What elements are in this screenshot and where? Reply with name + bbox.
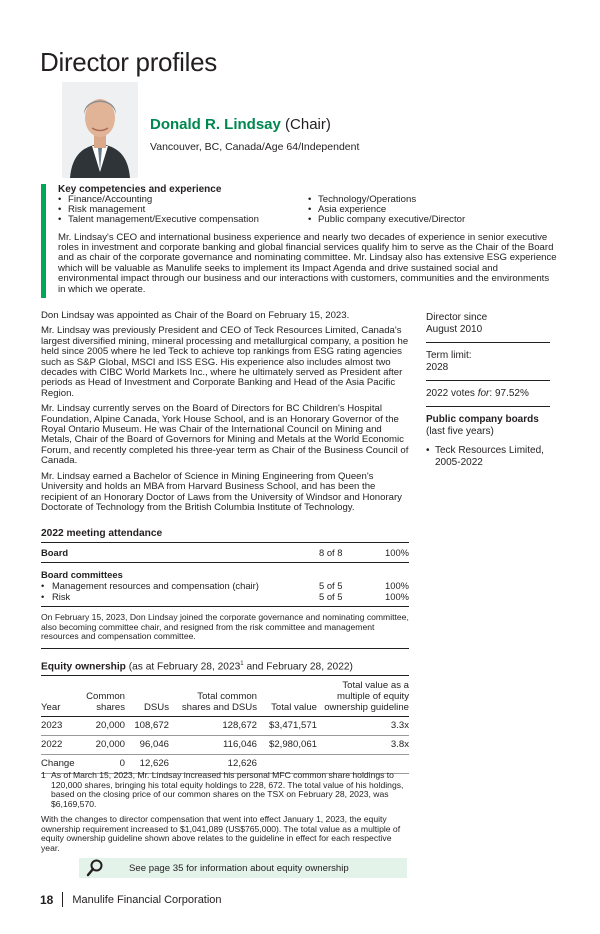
magnifier-icon (85, 858, 105, 878)
footer-divider (62, 892, 63, 907)
cell-total: 12,626 (169, 755, 257, 774)
committee-name: • Risk (41, 591, 319, 602)
committee-name: • Management resources and compensation (chair) (41, 580, 319, 591)
col-year: Year (41, 676, 75, 717)
equity-section (41, 661, 409, 774)
cell-multiple: 3.3x (317, 717, 409, 736)
director-name: Donald R. Lindsay (150, 116, 281, 133)
cell-common: 20,000 (75, 736, 125, 755)
callout-text[interactable]: See page 35 for information about equity ownership (129, 862, 349, 874)
board-fraction: 8 of 8 (319, 547, 343, 558)
attendance-section (41, 528, 409, 649)
competencies-heading: Key competencies and experience (58, 184, 222, 195)
public-board-item: • Teck Resources Limited, 2005-2022 (426, 445, 550, 469)
committee-row (41, 580, 409, 591)
bio-paragraph: Mr. Lindsay earned a Bachelor of Science in Mining Engineering from Queen's University and holds an MBA from Harvard Business School, and has been the recipient of an Honorary Doctor of Laws from the University of Windsor and Honorary Doctorate of Technology from the British Columbia Institute of Technology. (41, 470, 402, 513)
competencies-box (41, 184, 561, 298)
director-name-line (150, 116, 331, 133)
company-name: Manulife Financial Corporation (72, 893, 222, 906)
table-row (41, 736, 409, 755)
equity-callout[interactable] (79, 858, 407, 878)
col-value: Total value (257, 676, 317, 717)
competency-item: • Asia experience (308, 205, 558, 215)
cell-common: 20,000 (75, 717, 125, 736)
director-since-value: August 2010 (426, 324, 483, 335)
attendance-board-row (41, 543, 409, 563)
competency-item: • Technology/Operations (308, 195, 558, 205)
col-common: Common shares (75, 676, 125, 717)
board-pct: 100% (385, 547, 409, 558)
bio-column (41, 311, 411, 518)
page-footer (40, 892, 222, 907)
votes-for: for (477, 388, 490, 399)
votes-block (426, 388, 550, 407)
equity-table (41, 676, 409, 774)
competency-item: • Risk management (58, 205, 308, 215)
committee-fraction: 5 of 5 (319, 580, 343, 591)
board-label: Board (41, 547, 69, 558)
bio-paragraph: Don Lindsay was appointed as Chair of the Board on February 15, 2023. (41, 310, 350, 321)
public-boards-heading: Public company boards (426, 414, 539, 425)
col-multiple: Total value as a multiple of equity ownership guideline (317, 676, 409, 717)
accent-bar (41, 184, 46, 298)
director-photo (62, 82, 138, 178)
committee-pct: 100% (385, 591, 409, 602)
cell-year: 2023 (41, 717, 75, 736)
cell-total: 128,672 (169, 717, 257, 736)
table-row (41, 717, 409, 736)
cell-common: 0 (75, 755, 125, 774)
cell-total: 116,046 (169, 736, 257, 755)
page-title: Director profiles (40, 47, 217, 77)
term-limit-label: Term limit: (426, 350, 472, 361)
equity-title-end: and February 28, 2022) (243, 661, 353, 673)
cell-value: $3,471,571 (257, 717, 317, 736)
votes-prefix: 2022 votes (426, 388, 478, 399)
equity-note: With the changes to director compensation that went into effect January 1, 2023, the equity ownership requirement increased to $1,041,089 (US$765,000). The total value as a multiple of equity ownership guideline shown above relates to the guideline in effect for each respective year. (41, 814, 401, 853)
equity-title (41, 661, 409, 676)
equity-title-bold: Equity ownership (41, 661, 126, 673)
equity-title-rest: (as at February 28, 2023 (125, 661, 241, 673)
committees-list (41, 569, 409, 607)
bio-paragraph: Mr. Lindsay was previously President and CEO of Teck Resources Limited, Canada's largest diversified mining, mineral processing and metallurgical company, a position he held since 2005 where he led Teck to achieve top rankings from ESG rating agencies such as S&P Global, MSCI and ISS ESG. His experience also includes almost two decades with CIBC World Markets Inc., where he ultimately served as President after periods as Head of Investment and Corporate Banking and Head of the Asia Pacific Region. (41, 325, 409, 399)
competency-item: • Public company executive/Director (308, 215, 558, 225)
bio-paragraph: Mr. Lindsay currently serves on the Board of Directors for BC Children's Hospital Foundation, Alpine Canada, York House School, and is an Honorary Governor of the Royal Ontario Museum. He was Chair of the International Council on Mining and Metals, Chair of the Board of Governors for Mining and Metals at the World Economic Forum, and recently completed his three-year term as Chair of the Business Council of Canada. (41, 403, 409, 467)
competency-item: • Talent management/Executive compensation (58, 215, 308, 225)
equity-header-row (41, 676, 409, 717)
cell-dsus: 108,672 (125, 717, 169, 736)
attendance-note: On February 15, 2023, Don Lindsay joined the corporate governance and nominating committee, also becoming committee chair, and resigned from the risk committee and management resources and compensation committee. (41, 613, 409, 649)
committee-row (41, 591, 409, 602)
votes-value: : 97.52% (489, 388, 529, 399)
footnote-text: As of March 15, 2023, Mr. Lindsay increased his personal MFC common share holdings to 120,000 shares, bringing his total equity holdings to 228, 672. The total value of his holdings, based on the closing price of our common shares on the TSX on February 28, 2023, was $6,169,570. (51, 770, 404, 809)
sidebar (426, 312, 550, 469)
committees-heading: Board committees (41, 569, 123, 580)
competency-item: • Finance/Accounting (58, 195, 308, 205)
competencies-text: Mr. Lindsay's CEO and international business experience and nearly two decades of experience in senior executive roles in investment and corporate banking and global financial services qualify him to serve as the Chair of the Board and as chair of the corporate governance and nominating committee. Mr. Lindsay also has extensive ESG experience which will be valuable as Manulife seeks to implement its Impact Agenda and drive sustained social and environmental impact through our business and our interactions with customers, communities and the environments in which we operate. (58, 231, 557, 295)
cell-dsus: 96,046 (125, 736, 169, 755)
committee-pct: 100% (385, 580, 409, 591)
col-dsus: DSUs (125, 676, 169, 717)
cell-year: 2022 (41, 736, 75, 755)
cell-multiple: 3.8x (317, 736, 409, 755)
cell-year: Change (41, 755, 75, 774)
term-limit-value: 2028 (426, 362, 449, 373)
term-limit-block (426, 350, 550, 381)
equity-footnote (41, 771, 409, 809)
director-location: Vancouver, BC, Canada/Age 64/Independent (150, 141, 360, 153)
cell-dsus: 12,626 (125, 755, 169, 774)
committee-fraction: 5 of 5 (319, 591, 343, 602)
col-total: Total common shares and DSUs (169, 676, 257, 717)
director-role: (Chair) (280, 116, 331, 133)
page-number: 18 (40, 892, 54, 907)
cell-value: $2,980,061 (257, 736, 317, 755)
equity-title-sup: 1 (240, 661, 244, 667)
director-since-block (426, 312, 550, 343)
attendance-title: 2022 meeting attendance (41, 528, 409, 543)
public-boards-sub: (last five years) (426, 426, 494, 437)
director-since-label: Director since (426, 312, 488, 323)
footnote-number: 1 (41, 770, 46, 780)
